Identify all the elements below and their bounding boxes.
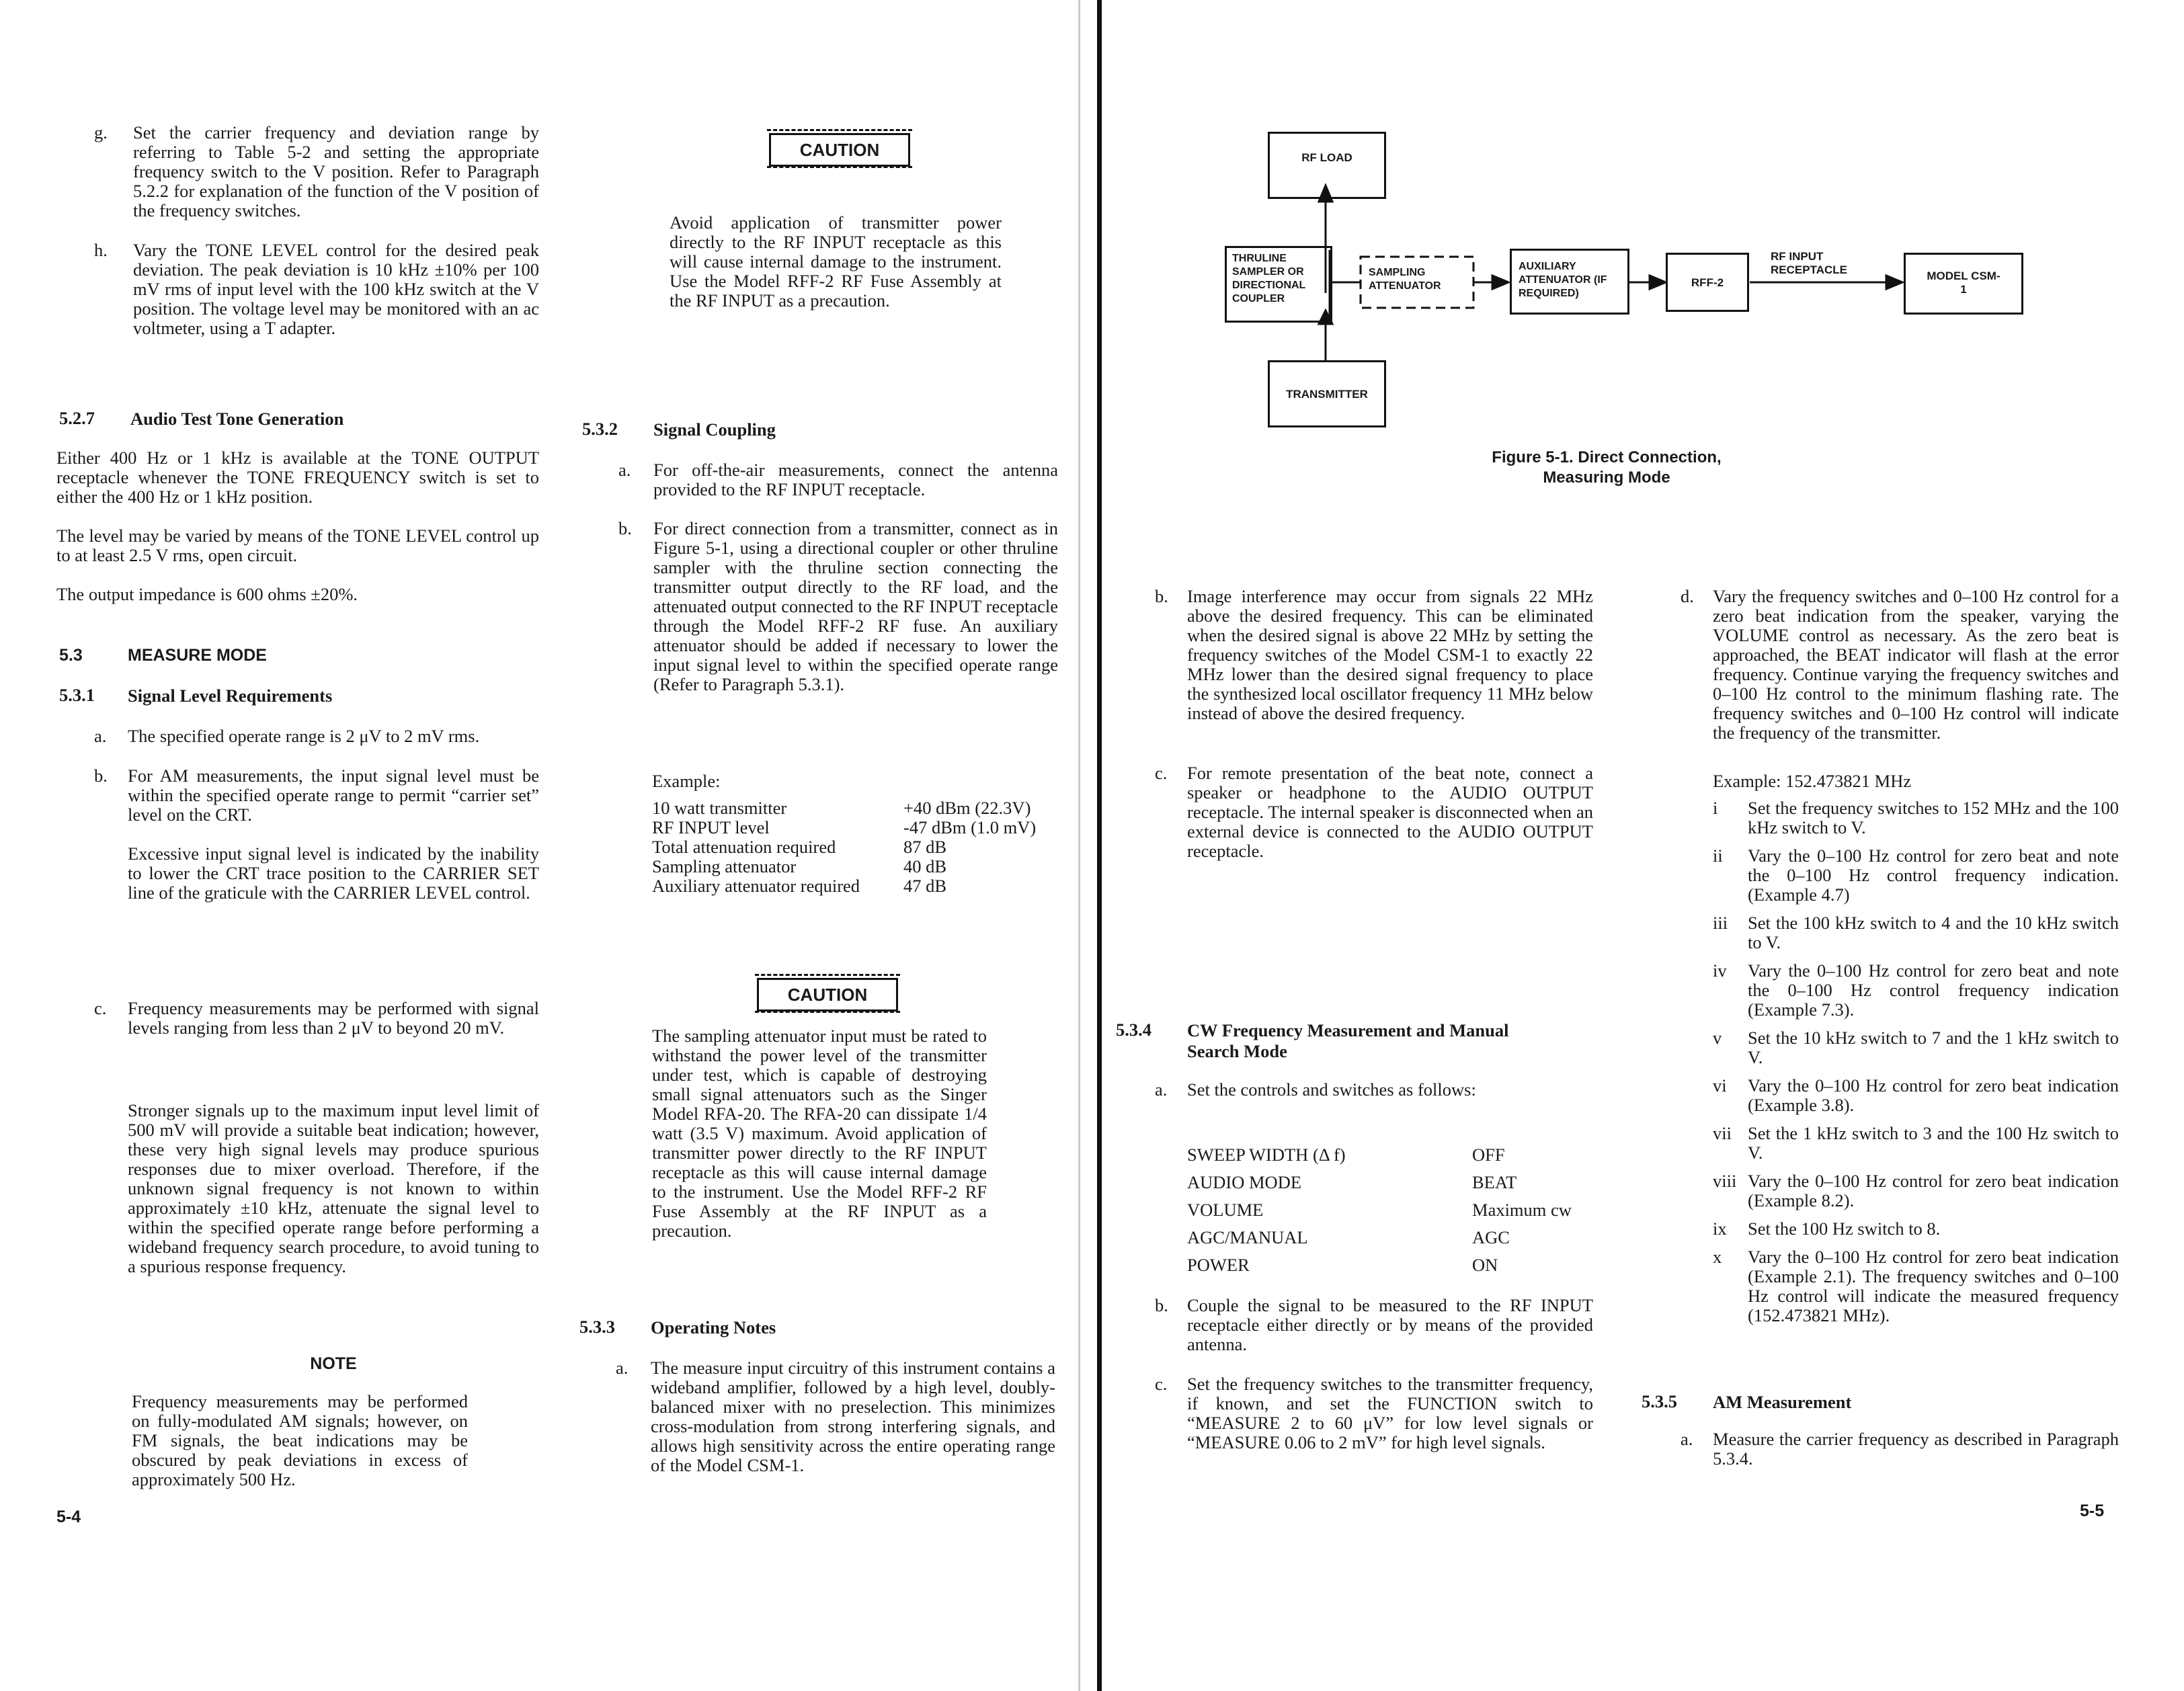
item-a-text: The measure input circuitry of this instrument contains a wideband amplifier, followed by a high level, doubly-balanced mixer with no preselection. This minimizes cross-modulation from strong interfering signals, and allows high sensitivity across the entire operating range of the Model CSM-1. xyxy=(651,1358,1055,1475)
item-label: b. xyxy=(94,766,108,786)
table-row xyxy=(652,818,1036,837)
caution-label: CAUTION xyxy=(757,978,898,1012)
table-cell: SWEEP WIDTH (Δ f) xyxy=(1187,1145,1346,1165)
table-cell: Total attenuation required xyxy=(652,837,836,857)
table-cell: AUDIO MODE xyxy=(1187,1172,1302,1192)
example-title: Example: xyxy=(652,771,721,791)
step-text: Set the frequency switches to 152 MHz and the 100 kHz switch to V. xyxy=(1748,798,2119,837)
list-item xyxy=(1713,1247,2119,1325)
table-cell: 40 dB xyxy=(903,856,947,876)
paragraph: The level may be varied by means of the TONE LEVEL control up to at least 2.5 V rms, open circuit. xyxy=(56,526,539,565)
table-cell: Auxiliary attenuator required xyxy=(652,876,860,896)
table-cell: AGC/MANUAL xyxy=(1187,1227,1308,1247)
step-text: Set the 10 kHz switch to 7 and the 1 kHz switch to V. xyxy=(1748,1028,2119,1067)
item-b-text: For AM measurements, the input signal level must be within the specified operate range to permit “carrier set” level on the CRT. xyxy=(128,766,539,825)
table-cell: -47 dBm (1.0 mV) xyxy=(903,817,1037,837)
caution-label: CAUTION xyxy=(769,133,910,167)
item-label: d. xyxy=(1681,586,1694,606)
item-label: b. xyxy=(1155,1295,1168,1315)
paragraph: Either 400 Hz or 1 kHz is available at the TONE OUTPUT receptacle whenever the TONE FREQUENCY switch is set to either the 400 Hz or 1 kHz position. xyxy=(56,448,539,507)
item-label: a. xyxy=(1155,1079,1168,1100)
section-title: Signal Coupling xyxy=(653,419,776,440)
item-label: b. xyxy=(618,518,632,538)
table-cell: RF INPUT level xyxy=(652,817,770,837)
table-row xyxy=(1187,1141,1572,1169)
step-text: Vary the 0–100 Hz control for zero beat indication (Example 8.2). xyxy=(1748,1171,2119,1210)
section-number: 5.3.3 xyxy=(579,1317,615,1337)
section-number: 5.3.4 xyxy=(1116,1020,1151,1040)
rf-input-receptacle-label: RF INPUT RECEPTACLE xyxy=(1771,250,1847,276)
item-label: g. xyxy=(94,122,108,142)
caution-text: Avoid application of transmitter power directly to the RF INPUT receptacle as this will cause internal damage to the instrument. Use the Model RFF-2 RF Fuse Assembly at the RF INPUT as a precaution. xyxy=(670,212,1002,311)
model-csm1-box: MODEL CSM-1 xyxy=(1904,253,2023,315)
item-label: a. xyxy=(618,460,631,480)
section-title: Audio Test Tone Generation xyxy=(130,409,344,429)
step-number: iii xyxy=(1713,913,1728,933)
sampling-attenuator-label: SAMPLING ATTENUATOR xyxy=(1369,267,1441,292)
section-title: MEASURE MODE xyxy=(128,646,267,665)
example-line: Example: 152.473821 MHz xyxy=(1713,771,1912,791)
table-cell: POWER xyxy=(1187,1255,1250,1275)
caption-line: Figure 5-1. Direct Connection, xyxy=(1492,448,1722,466)
item-label: c. xyxy=(1155,1374,1168,1394)
step-number: ix xyxy=(1713,1219,1727,1239)
table-cell: 87 dB xyxy=(903,837,947,857)
section-title: AM Measurement xyxy=(1713,1392,1852,1412)
item-label: a. xyxy=(94,726,107,746)
diagram-connectors xyxy=(0,0,2184,484)
steps-list xyxy=(1713,798,2119,1334)
rf-load-box: RF LOAD xyxy=(1268,132,1386,199)
step-number: iv xyxy=(1713,960,1727,981)
table-row xyxy=(1187,1224,1572,1251)
item-g-text: Set the carrier frequency and deviation range by referring to Table 5-2 and setting the appropriate frequency switch to the V position. Refer to Paragraph 5.2.2 for explanation of the function of the V position of the frequency switches. xyxy=(133,122,539,220)
item-a-text: Set the controls and switches as follows: xyxy=(1187,1079,1476,1100)
section-title: Signal Level Requirements xyxy=(128,686,333,706)
item-c-text: Frequency measurements may be performed with signal levels ranging from less than 2 μV to beyond 20 mV. xyxy=(128,998,539,1038)
list-item xyxy=(1713,1028,2119,1067)
step-number: x xyxy=(1713,1247,1722,1267)
list-item xyxy=(1713,798,2119,837)
rff2-box: RFF-2 xyxy=(1666,253,1749,312)
table-row xyxy=(652,798,1036,818)
table-cell: VOLUME xyxy=(1187,1200,1264,1220)
table-row xyxy=(652,857,1036,876)
table-row xyxy=(1187,1169,1572,1196)
example-table xyxy=(652,798,1036,896)
item-a-text: The specified operate range is 2 μV to 2 mV rms. xyxy=(128,726,480,746)
step-text: Vary the 0–100 Hz control for zero beat and note the 0–100 Hz control frequency indication (Example 7.3). xyxy=(1748,960,2119,1020)
section-number: 5.3.2 xyxy=(582,419,618,439)
paragraph: Stronger signals up to the maximum input level limit of 500 mV will provide a suitable beat indication; however, these very high signal levels may produce spurious responses due to mixer overload. Therefore, if the unknown signal frequency is not known to within approximately ±10 kHz, attenuate the signal level to within the specified operate range before performing a wideband frequency search procedure, to avoid tuning to a spurious response frequency. xyxy=(128,1100,539,1276)
page-number: 5-5 xyxy=(2080,1501,2105,1520)
section-number: 5.2.7 xyxy=(59,408,95,428)
item-b-text: Couple the signal to be measured to the RF INPUT receptacle either directly or by means of the provided antenna. xyxy=(1187,1295,1593,1354)
table-cell: Sampling attenuator xyxy=(652,856,797,876)
auxiliary-attenuator-box: AUXILIARY ATTENUATOR (IF REQUIRED) xyxy=(1510,249,1629,315)
item-c-text: Set the frequency switches to the transmitter frequency, if known, and set the FUNCTION switch to “MEASURE 2 to 60 μV” for low level signals or “MEASURE 0.06 to 2 mV” for high level signals. xyxy=(1187,1374,1593,1452)
list-item xyxy=(1713,846,2119,905)
section-title: Operating Notes xyxy=(651,1317,776,1337)
item-label: b. xyxy=(1155,586,1168,606)
item-a-text: Measure the carrier frequency as described in Paragraph 5.3.4. xyxy=(1713,1429,2119,1469)
note-text: Frequency measurements may be performed on fully-modulated AM signals; however, on FM signals, the beat indications may be obscured by peak deviations in excess of approximately 500 Hz. xyxy=(132,1391,468,1489)
step-text: Set the 100 kHz switch to 4 and the 10 kHz switch to V. xyxy=(1748,913,2119,952)
table-cell: AGC xyxy=(1472,1227,1510,1247)
caution-text: The sampling attenuator input must be rated to withstand the power level of the transmitter under test, which is capable of destroying small signal attenuators such as the Singer Model RFA-20. The RFA-20 can dissipate 1/4 watt (3.5 V) maximum. Avoid application of transmitter power directly to the RF INPUT receptacle as this will cause internal damage to the instrument. Use the Model RFF-2 RF Fuse Assembly at the RF INPUT as a precaution. xyxy=(652,1026,987,1241)
table-cell: OFF xyxy=(1472,1145,1505,1165)
step-text: Vary the 0–100 Hz control for zero beat indication (Example 3.8). xyxy=(1748,1075,2119,1115)
note-title: NOTE xyxy=(310,1354,357,1373)
item-a-text: For off-the-air measurements, connect the antenna provided to the RF INPUT receptacle. xyxy=(653,460,1058,499)
figure-caption xyxy=(1398,448,1815,488)
item-label: a. xyxy=(616,1358,629,1378)
list-item xyxy=(1713,1219,2119,1239)
section-title: CW Frequency Measurement and Manual Search Mode xyxy=(1187,1020,1509,1061)
list-item xyxy=(1713,1124,2119,1163)
table-cell: ON xyxy=(1472,1255,1498,1275)
list-item xyxy=(1713,1076,2119,1115)
step-number: vii xyxy=(1713,1123,1732,1143)
caption-line: Measuring Mode xyxy=(1543,468,1670,487)
table-row xyxy=(1187,1196,1572,1224)
paragraph: Excessive input signal level is indicated by the inability to lower the CRT trace position to the CARRIER SET line of the graticule with the CARRIER LEVEL control. xyxy=(128,843,539,903)
section-number: 5.3.5 xyxy=(1642,1391,1677,1411)
table-cell: BEAT xyxy=(1472,1172,1517,1192)
item-label: a. xyxy=(1681,1429,1693,1449)
table-cell: 10 watt transmitter xyxy=(652,798,787,818)
list-item xyxy=(1713,913,2119,952)
thruline-sampler-box: THRULINE SAMPLER OR DIRECTIONAL COUPLER xyxy=(1225,246,1332,323)
step-number: vi xyxy=(1713,1075,1727,1096)
list-item xyxy=(1713,1171,2119,1210)
item-d-text: Vary the frequency switches and 0–100 Hz control for a zero beat indication from the speaker, varying the VOLUME control as necessary. As the zero beat is approached, the BEAT indicator will flash at the error frequency. Continue varying the frequency switches and 0–100 Hz control to the minimum flashing rate. The frequency switches and 0–100 Hz control will indicate the frequency of the transmitter. xyxy=(1713,586,2119,743)
item-label: c. xyxy=(1155,763,1168,783)
transmitter-box: TRANSMITTER xyxy=(1268,360,1386,427)
step-number: viii xyxy=(1713,1171,1737,1191)
item-label: c. xyxy=(94,998,107,1018)
step-number: i xyxy=(1713,798,1718,818)
paragraph: The output impedance is 600 ohms ±20%. xyxy=(56,584,358,604)
controls-table xyxy=(1187,1141,1572,1279)
step-number: v xyxy=(1713,1028,1722,1048)
item-c-text: For remote presentation of the beat note, connect a speaker or headphone to the AUDIO OUTPUT receptacle. The internal speaker is disconnected when an external device is connected to the AUDIO OUTPUT receptacle. xyxy=(1187,763,1593,861)
step-number: ii xyxy=(1713,845,1723,866)
step-text: Vary the 0–100 Hz control for zero beat and note the 0–100 Hz control frequency indication. (Example 4.7) xyxy=(1748,845,2119,905)
step-text: Vary the 0–100 Hz control for zero beat indication (Example 2.1). The frequency switches and 0–100 Hz control will indicate the measured frequency (152.473821 MHz). xyxy=(1748,1247,2119,1325)
page-number: 5-4 xyxy=(56,1508,81,1526)
list-item xyxy=(1713,961,2119,1020)
table-cell: Maximum cw xyxy=(1472,1200,1572,1220)
table-cell: 47 dB xyxy=(903,876,947,896)
table-cell: +40 dBm (22.3V) xyxy=(903,798,1031,818)
table-row xyxy=(652,876,1036,896)
table-row xyxy=(652,837,1036,857)
section-number: 5.3.1 xyxy=(59,685,95,705)
item-b-text: For direct connection from a transmitter, connect as in Figure 5-1, using a directional coupler or other thruline sampler with the thruline section connecting the transmitter output directly to the RF load, and the attenuated output connected to the RF INPUT receptacle through the Model RFF-2 RF fuse. An auxiliary attenuator should be added if necessary to lower the input signal level to within the specified operate range (Refer to Paragraph 5.3.1). xyxy=(653,518,1058,694)
step-text: Set the 1 kHz switch to 3 and the 100 Hz switch to V. xyxy=(1748,1123,2119,1163)
item-b-text: Image interference may occur from signals 22 MHz above the desired frequency. This can be eliminated when the desired signal is above 22 MHz by setting the frequency switches of the Model CSM-1 to exactly 22 MHz lower than the desired signal frequency to place the synthesized local oscillator frequency 11 MHz below instead of above the desired frequency. xyxy=(1187,586,1593,723)
item-h-text: Vary the TONE LEVEL control for the desired peak deviation. The peak deviation is 10 kHz ±10% per 100 mV rms of input level with the 100 kHz switch at the V position. The voltage level may be monitored with an ac voltmeter, using a T adapter. xyxy=(133,240,539,338)
item-label: h. xyxy=(94,240,108,260)
section-number: 5.3 xyxy=(59,646,83,665)
step-text: Set the 100 Hz switch to 8. xyxy=(1748,1219,1941,1239)
table-row xyxy=(1187,1251,1572,1279)
